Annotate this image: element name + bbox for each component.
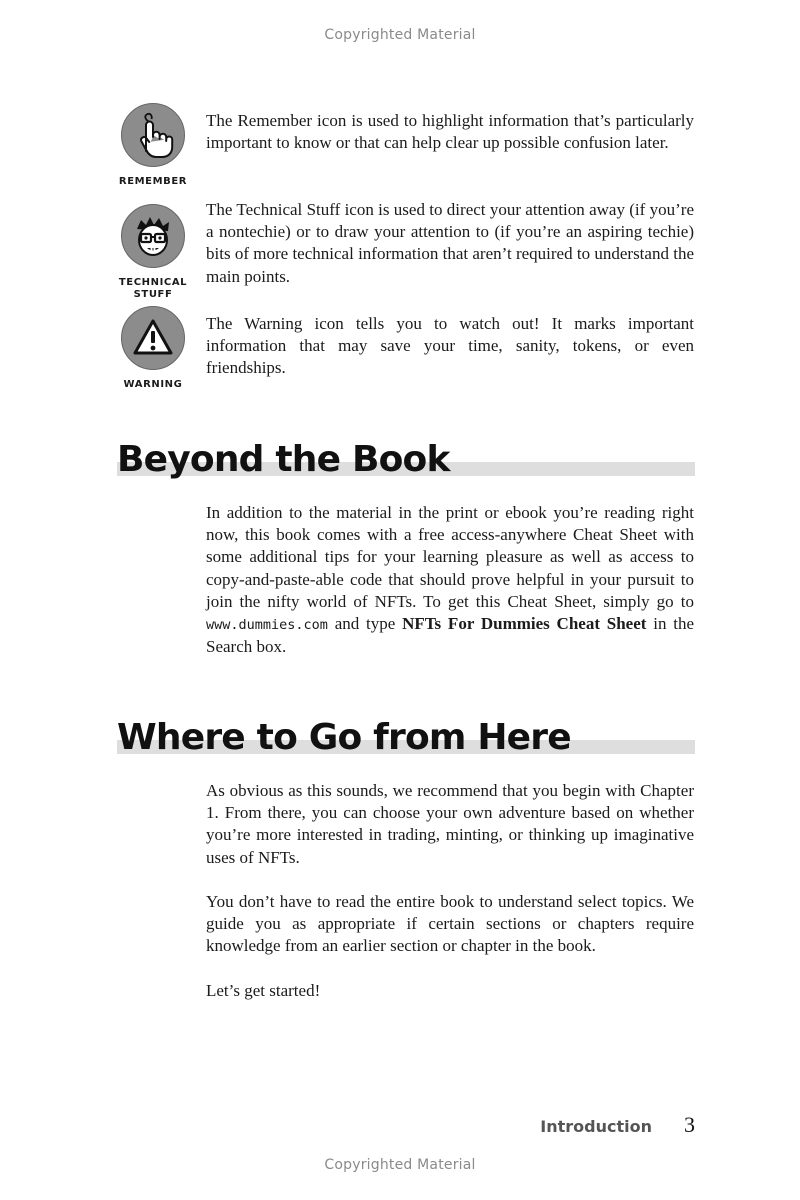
technical-stuff-label: TECHNICAL STUFF (118, 277, 188, 300)
technical-stuff-paragraph: The Technical Stuff icon is used to direct your attention away (if you’re a nontechie) or to draw your attention to (if you’re an aspiring techie) bits of more technical information that aren’t required to understand the main points. (206, 200, 694, 286)
footer-section-name: Introduction (540, 1117, 652, 1136)
warning-icon (121, 306, 185, 370)
heading-title: Where to Go from Here (117, 717, 571, 758)
technical-stuff-icon-block (117, 204, 189, 301)
remember-icon (121, 103, 185, 167)
copyright-footer: Copyrighted Material (324, 1157, 476, 1173)
heading-title: Beyond the Book (117, 439, 450, 480)
warning-icon-block (117, 306, 189, 391)
where-to-go-paragraph-2: You don’t have to read the entire book to understand select topics. We guide you as appropriate if certain sections or chapters require knowledge from an earlier section or chapter in the book. (206, 892, 694, 956)
dummies-url-link[interactable]: www.dummies.com (206, 617, 328, 634)
where-to-go-paragraph-3: Let’s get started! (206, 981, 321, 1000)
cheat-sheet-search-term: NFTs For Dummies Cheat Sheet (402, 614, 647, 634)
beyond-the-book-paragraph: In addition to the material in the print or ebook you’re reading right now, this book comes with a free access-anywhere Cheat Sheet with some additional tips for your learning pleasure as well as access to copy-and-paste-able code that should prove helpful in your pursuit to join the nifty world of NFTs. To get this Cheat Sheet, simply go to www.dummies.com and type NFTs For Dummies Cheat Sheet in the Search box. (206, 503, 694, 657)
remember-icon-block (117, 103, 189, 188)
section-heading-where-to-go (117, 706, 695, 758)
technical-stuff-icon (121, 204, 185, 268)
page-footer (540, 1112, 695, 1138)
page-number: 3 (684, 1112, 695, 1137)
remember-paragraph: The Remember icon is used to highlight information that’s particularly important to know or that can help clear up possible confusion later. (206, 111, 694, 153)
remember-label: REMEMBER (118, 176, 188, 187)
warning-label: WARNING (123, 379, 183, 390)
where-to-go-paragraph-1: As obvious as this sounds, we recommend that you begin with Chapter 1. From there, you can choose your own adventure based on whether you’re more interested in trading, minting, or thinking up imaginative uses of NFTs. (206, 781, 694, 867)
copyright-header: Copyrighted Material (324, 27, 476, 43)
warning-paragraph: The Warning icon tells you to watch out! It marks important information that may save your time, sanity, tokens, or even friendships. (206, 314, 694, 378)
section-heading-beyond-the-book (117, 428, 695, 480)
